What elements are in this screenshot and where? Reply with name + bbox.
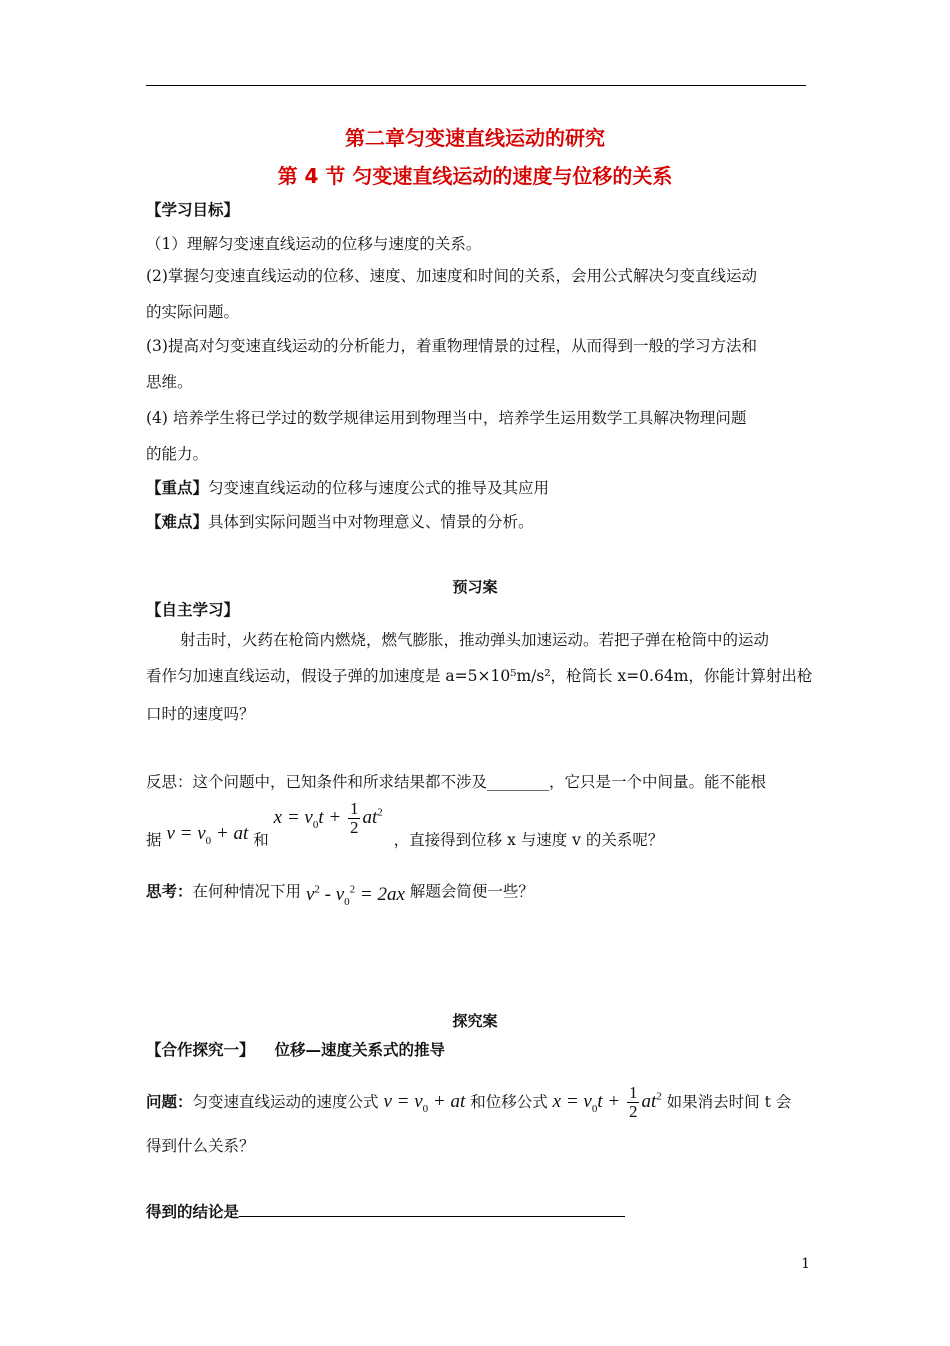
self-study-line-3: 口时的速度吗？: [146, 705, 255, 723]
question-line-2: 得到什么关系？: [146, 1137, 255, 1155]
goal-item-1: （1）理解匀变速直线运动的位移与速度的关系。: [146, 235, 482, 253]
goals-heading: 【学习目标】: [146, 201, 240, 219]
chapter-title: 第二章匀变速直线运动的研究: [345, 126, 605, 150]
question-mid: 和位移公式: [470, 1092, 548, 1111]
goal-item-3-line-2: 思维。: [146, 373, 193, 391]
coop-label: 【合作探究一】: [146, 1041, 255, 1059]
velocity-displacement-formula: $v^2 - v_0^2 = 2ax$: [305, 884, 405, 909]
think-line: [146, 876, 534, 908]
reflection-line-2: [146, 799, 664, 859]
reflection-and: 和: [253, 830, 269, 849]
think-suffix: 解题会简便一些？: [409, 882, 534, 901]
key-point-label: 【重点】: [146, 479, 209, 497]
explore-heading: 探究案: [452, 1012, 498, 1030]
displacement-formula: $x = v_0t$ + $\frac{1}{2}$ $at^2$: [273, 799, 383, 837]
reflection-prefix: 据: [146, 830, 162, 849]
question-label: 问题：: [146, 1092, 193, 1111]
question-prefix: 匀变速直线运动的速度公式: [192, 1092, 379, 1111]
self-study-label: 【自主学习】: [146, 601, 240, 619]
velocity-formula: $v = v_0$ + at: [166, 822, 249, 847]
reflection-line-1: 反思：这个问题中，已知条件和所求结果都不涉及________，它只是一个中间量。能不能根: [146, 773, 767, 791]
question-displacement-formula: $x = v_0t$ + $\frac{1}{2}$ $at^2$: [552, 1083, 662, 1121]
question-suffix: 如果消去时间 t 会: [666, 1092, 792, 1111]
header-rule: [146, 85, 806, 86]
section-title: 第 4 节 匀变速直线运动的速度与位移的关系: [277, 164, 673, 188]
reflection-suffix: ，直接得到位移 x 与速度 v 的关系呢？: [393, 830, 664, 849]
goal-item-2-line-1: (2)掌握匀变速直线运动的位移、速度、加速度和时间的关系，会用公式解决匀变直线运动: [146, 267, 757, 285]
conclusion-blank[interactable]: [239, 1216, 625, 1217]
self-study-line-1: 射击时，火药在枪筒内燃烧，燃气膨胀，推动弹头加速运动。若把子弹在枪筒中的运动: [180, 631, 770, 649]
key-point-text: 匀变速直线运动的位移与速度公式的推导及其应用: [208, 479, 550, 497]
conclusion-label: 得到的结论是: [146, 1203, 240, 1221]
conclusion-line: [146, 1202, 625, 1222]
goal-item-4-line-2: 的能力。: [146, 445, 209, 463]
goal-item-4-line-1: (4) 培养学生将已学过的数学规律运用到物理当中，培养学生运用数学工具解决物理问题: [146, 409, 747, 427]
question-velocity-formula: $v = v_0$ + at: [383, 1090, 466, 1115]
coop-explore-heading: [146, 1040, 445, 1060]
goal-item-3-line-1: (3)提高对匀变速直线运动的分析能力，着重物理情景的过程，从而得到一般的学习方法和: [146, 337, 757, 355]
difficulty-point: [146, 512, 534, 532]
question-line-1: [146, 1084, 791, 1121]
key-point: [146, 478, 549, 498]
think-label: 思考：: [146, 882, 193, 901]
coop-title: 位移—速度关系式的推导: [274, 1041, 446, 1059]
difficulty-label: 【难点】: [146, 513, 209, 531]
goal-item-2-line-2: 的实际问题。: [146, 303, 240, 321]
self-study-line-2: 看作匀加速直线运动，假设子弹的加速度是 a=5×10⁵m/s²，枪筒长 x=0.64m，你能计算射出枪: [146, 667, 813, 685]
page-number: 1: [801, 1256, 810, 1272]
preview-heading: 预习案: [452, 578, 498, 596]
think-prefix: 在何种情况下用: [192, 882, 302, 901]
difficulty-text: 具体到实际问题当中对物理意义、情景的分析。: [208, 513, 534, 531]
